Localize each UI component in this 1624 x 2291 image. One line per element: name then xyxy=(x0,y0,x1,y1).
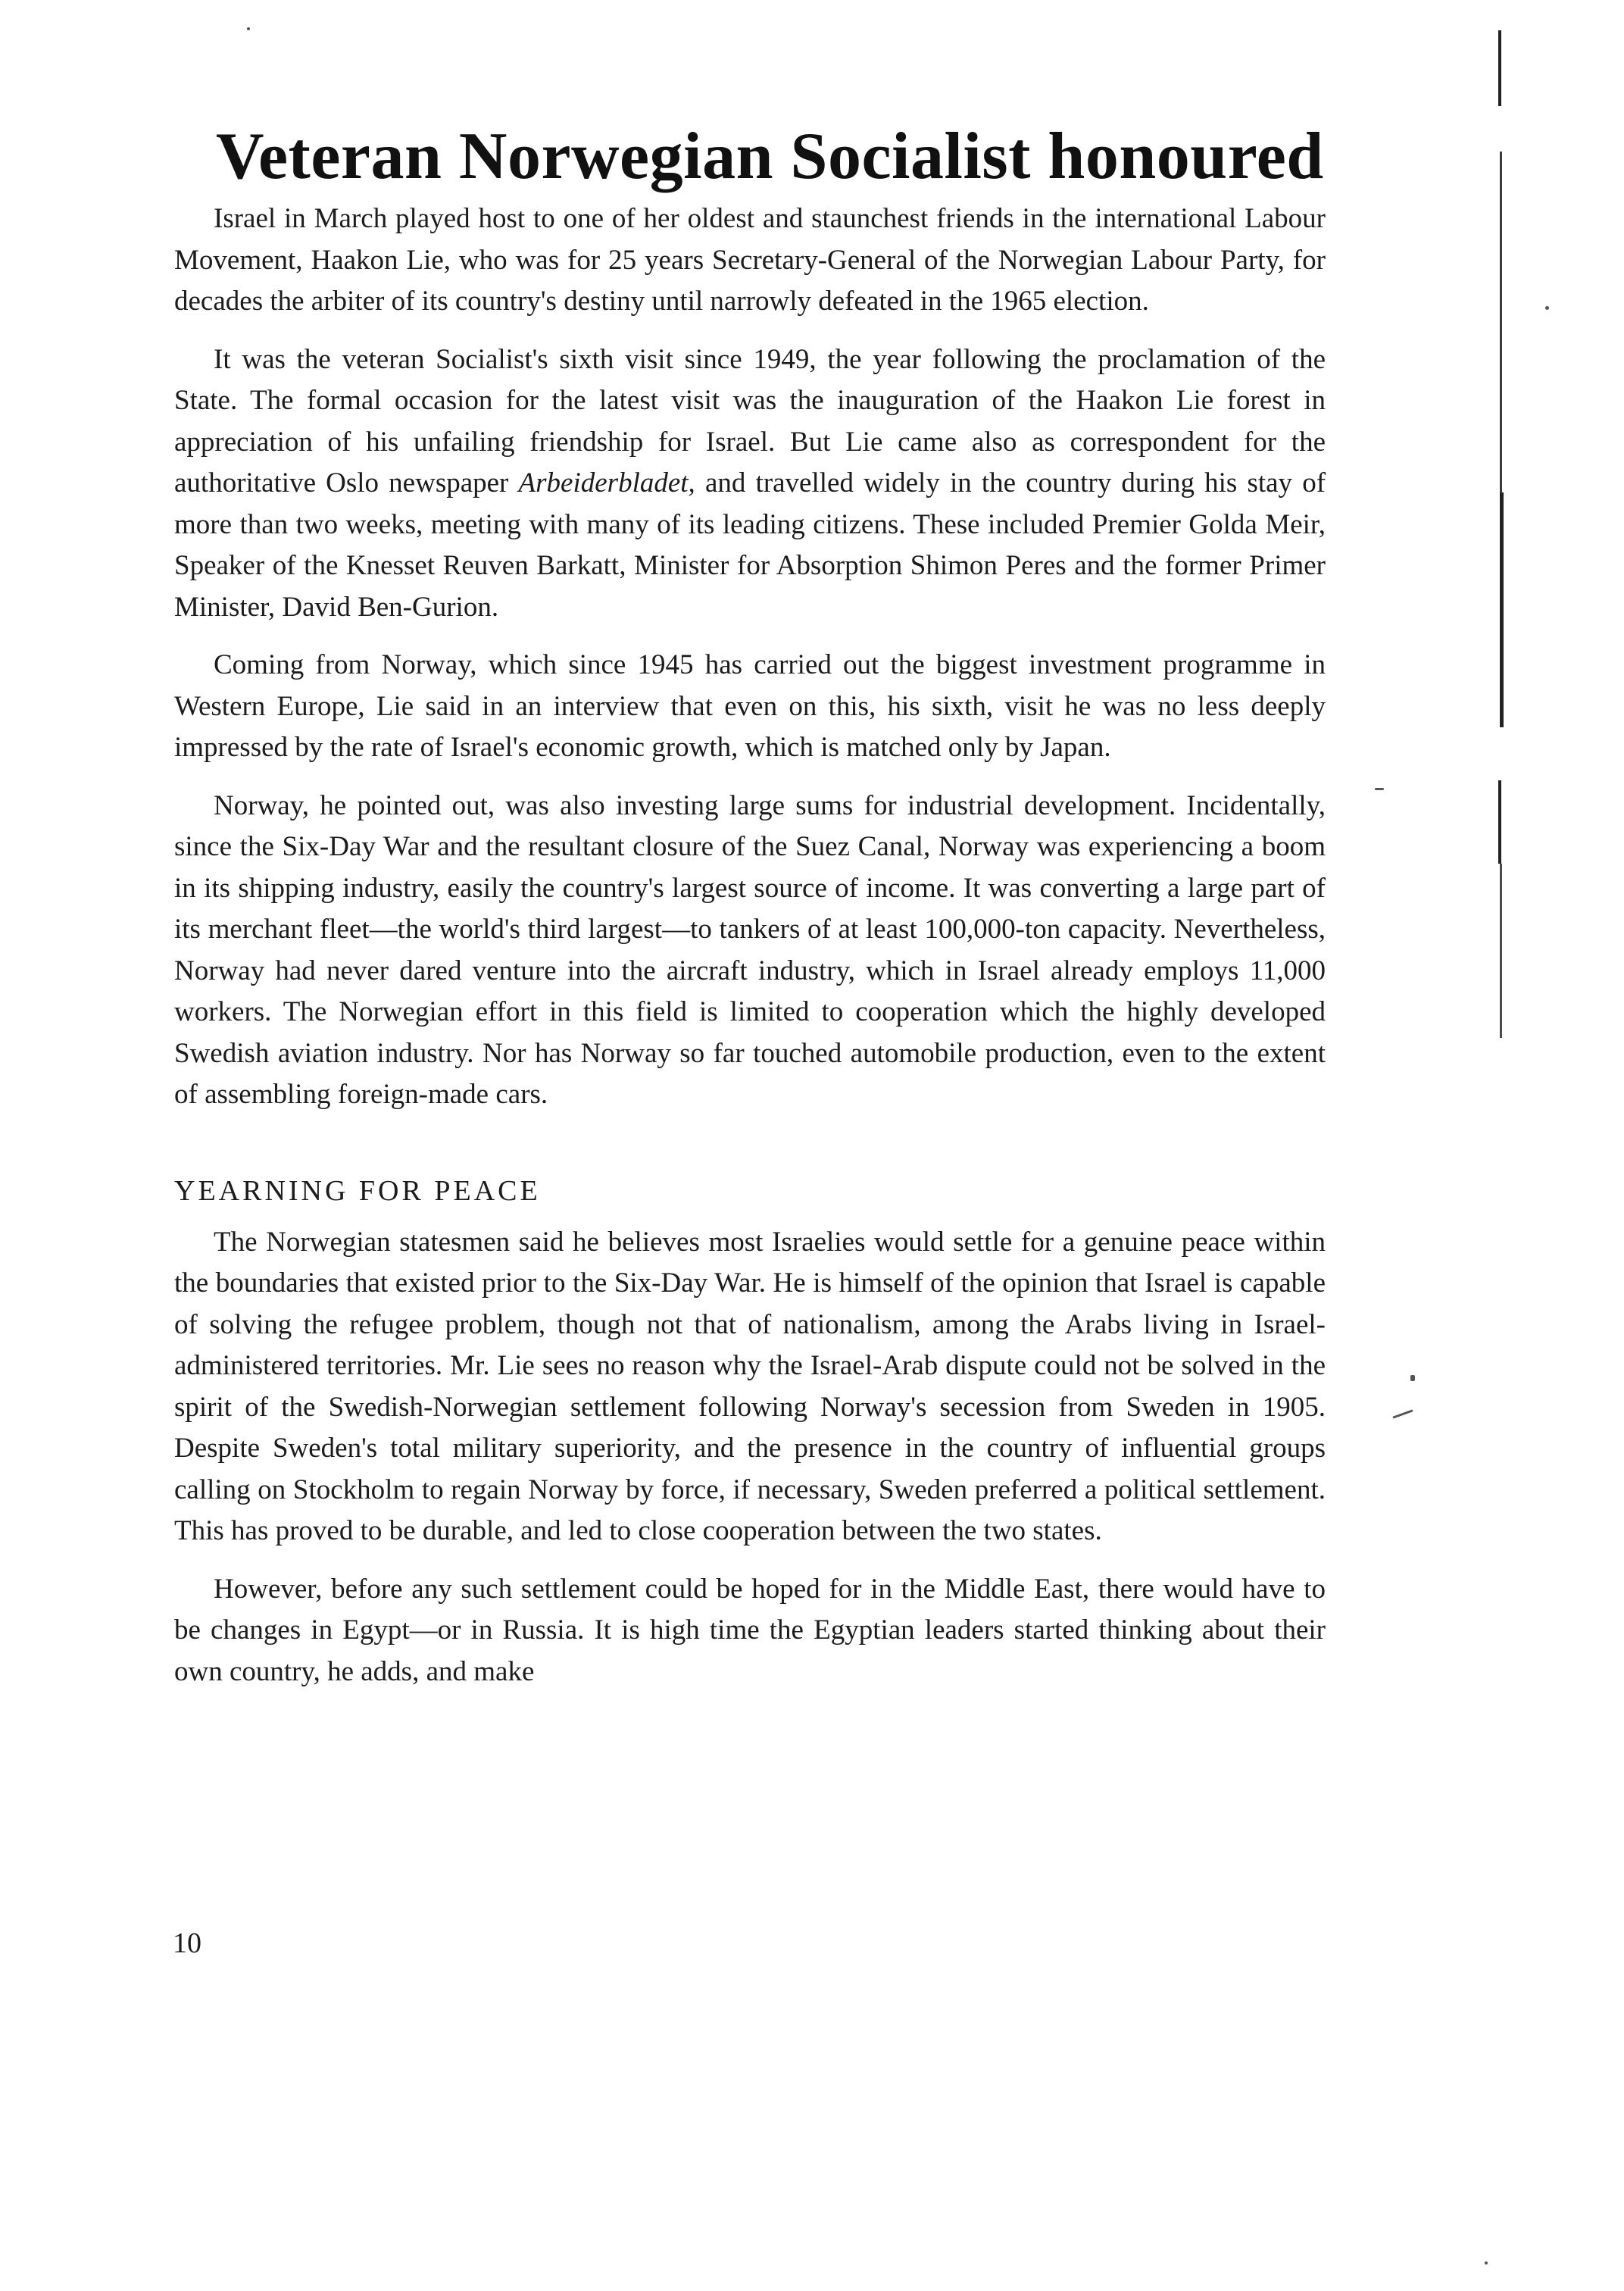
scan-speck xyxy=(247,27,250,30)
scan-speck xyxy=(1410,1375,1415,1381)
paragraph-2 xyxy=(174,339,1326,629)
newspaper-name: Arbeiderbladet, xyxy=(518,467,695,499)
paragraph-4: Norway, he pointed out, was also investing large sums for industrial development. Incidentally, since the Six-Day War and the resultant closure of the Suez Canal, Norway was experiencing a boom in its shipping industry, easily the country's largest source of income. It was converting a large part of its merchant fleet—the world's third largest—to tankers of at least 100,000-ton capacity. Nevertheless, Norway had never dared venture into the aircraft industry, which in Israel already employs 11,000 workers. The Norwegian effort in this field is limited to cooperation which the highly developed Swedish aviation industry. Nor has Norway so far touched automobile production, even to the extent of assembling foreign-made cars. xyxy=(174,789,1326,1110)
article-title: Veteran Norwegian Socialist honoured xyxy=(216,120,1324,193)
scan-speck xyxy=(1392,1409,1413,1418)
scan-speck xyxy=(1485,2261,1488,2264)
scan-edge-mark xyxy=(1498,30,1501,106)
section-subheading: YEARNING FOR PEACE xyxy=(174,1174,541,1207)
article-body xyxy=(174,198,1326,1709)
paragraph-5: The Norwegian statesmen said he believes most Israelies would settle for a genuine peace within the boundaries that existed prior to the Six-Day War. He is himself of the opinion that Israel is capable of solving the refugee problem, though not that of nationalism, among the Arabs living in Israel-administered territories. Mr. Lie sees no reason why the Israel-Arab dispute could not be solved in the spirit of the Swedish-Norwegian settlement following Norway's secession from Sweden in 1905. Despite Sweden's total military superiority, and the presence in the country of influential groups calling on Stockholm to regain Norway by force, if necessary, Sweden preferred a political settlement. This has proved to be durable, and led to close cooperation between the two states. xyxy=(174,1226,1326,1546)
page-number: 10 xyxy=(173,1927,201,1959)
paragraph-3: Coming from Norway, which since 1945 has carried out the biggest investment programme in Western Europe, Lie said in an interview that even on this, his sixth, visit he was no less deeply impressed by the rate of Israel's economic growth, which is matched only by Japan. xyxy=(174,649,1326,763)
scan-speck xyxy=(1375,788,1384,790)
scan-edge-mark xyxy=(1500,864,1502,1038)
paragraph-6: However, before any such settlement could be hoped for in the Middle East, there would have to be changes in Egypt—or in Russia. It is high time the Egyptian leaders started thinking about their own country, he adds, and make xyxy=(174,1573,1326,1687)
paragraph-2-text-a: It was the veteran Socialist's sixth visit since 1949, the year following the proclamation of the State. The formal occasion for the latest visit was the inauguration of the Haakon Lie forest in appreciation of his unfailing friendship for Israel. But Lie came also as correspondent for the authoritative Oslo newspaper xyxy=(174,343,1326,499)
scan-speck xyxy=(1545,306,1549,310)
scan-edge-mark xyxy=(1498,780,1501,864)
scan-edge-mark xyxy=(1500,492,1504,727)
paragraph-1: Israel in March played host to one of her oldest and staunchest friends in the international Labour Movement, Haakon Lie, who was for 25 years Secretary-General of the Norwegian Labour Party, for decades the arbiter of its country's destiny until narrowly defeated in the 1965 election. xyxy=(174,203,1326,317)
paragraph-2-text-b: and travelled widely in the country during his stay of more than two weeks, meeting with many of its leading citizens. These included Premier Golda Meir, Speaker of the Knesset Reuven Barkatt, Minister for Absorption Shimon Peres and the former Primer Minister, David Ben-Gurion. xyxy=(174,467,1326,623)
